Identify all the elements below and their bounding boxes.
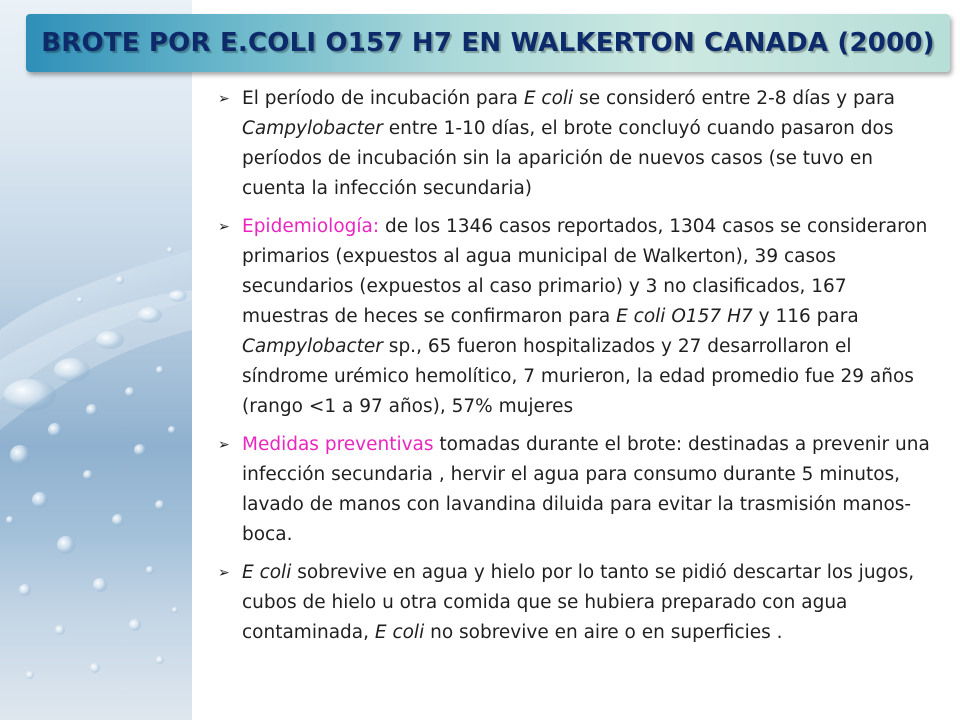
water-splash-image <box>0 0 192 720</box>
arrow-bullet-icon: ➢ <box>218 91 230 107</box>
text-run: tomadas durante el brote: destinadas a prevenir una infección secundaria , hervir el agua para consumo durante 5 minutos, lavado de manos con lavandina diluida para evitar la trasmisión manos-boca. <box>242 434 930 545</box>
arrow-bullet-icon: ➢ <box>218 565 230 581</box>
bullet-list <box>218 84 938 656</box>
italic-run: E coli <box>242 562 292 583</box>
text-run: El período de incubación para <box>242 88 524 109</box>
bullet-epidemiology <box>218 212 938 422</box>
bullet-preventive-measures <box>218 430 938 550</box>
bullet-incubation <box>218 84 938 204</box>
bullet-survival-text <box>242 558 938 648</box>
text-run: sobrevive en agua y hielo por lo tanto se pidió descartar los jugos, cubos de hielo u otra comida que se hubiera preparado con agua contaminada, <box>242 562 915 643</box>
title-banner <box>26 14 950 72</box>
text-run: entre 1-10 días, el brote concluyó cuando pasaron dos períodos de incubación sin la aparición de nuevos casos (se tuvo en cuenta la infección secundaria) <box>242 118 894 199</box>
highlight-label: Medidas preventivas <box>242 434 434 455</box>
water-splash-background <box>0 0 192 720</box>
slide-title: BROTE POR E.COLI O157 H7 EN WALKERTON CANADA (2000) <box>41 28 935 58</box>
bullet-preventive-measures-text <box>242 430 938 550</box>
italic-run: Campylobacter <box>242 118 383 139</box>
italic-run: Campylobacter <box>242 336 383 357</box>
text-run: no sobrevive en aire o en superficies . <box>424 622 783 643</box>
italic-run: E coli O157 H7 <box>616 306 753 327</box>
italic-run: E coli <box>523 88 574 109</box>
bullet-incubation-text <box>242 84 938 204</box>
highlight-label: Epidemiología: <box>242 216 380 237</box>
text-run: se consideró entre 2-8 días y para <box>573 88 895 109</box>
bullet-epidemiology-text <box>242 212 938 422</box>
italic-run: E coli <box>374 622 425 643</box>
arrow-bullet-icon: ➢ <box>218 437 230 453</box>
text-run: y 116 para <box>752 306 859 327</box>
bullet-survival <box>218 558 938 648</box>
arrow-bullet-icon: ➢ <box>218 219 230 235</box>
text-run: de los 1346 casos reportados, 1304 casos se consideraron primarios (expuestos al agua municipal de Walkerton), 39 casos secundarios (expuestos al caso primario) y 3 no clasificados, 167 muestras de heces se confirmaron para <box>242 216 928 327</box>
text-run: sp., 65 fueron hospitalizados y 27 desarrollaron el síndrome urémico hemolítico, 7 murieron, la edad promedio fue 29 años (rango <1 a 97 años), 57% mujeres <box>242 336 914 417</box>
